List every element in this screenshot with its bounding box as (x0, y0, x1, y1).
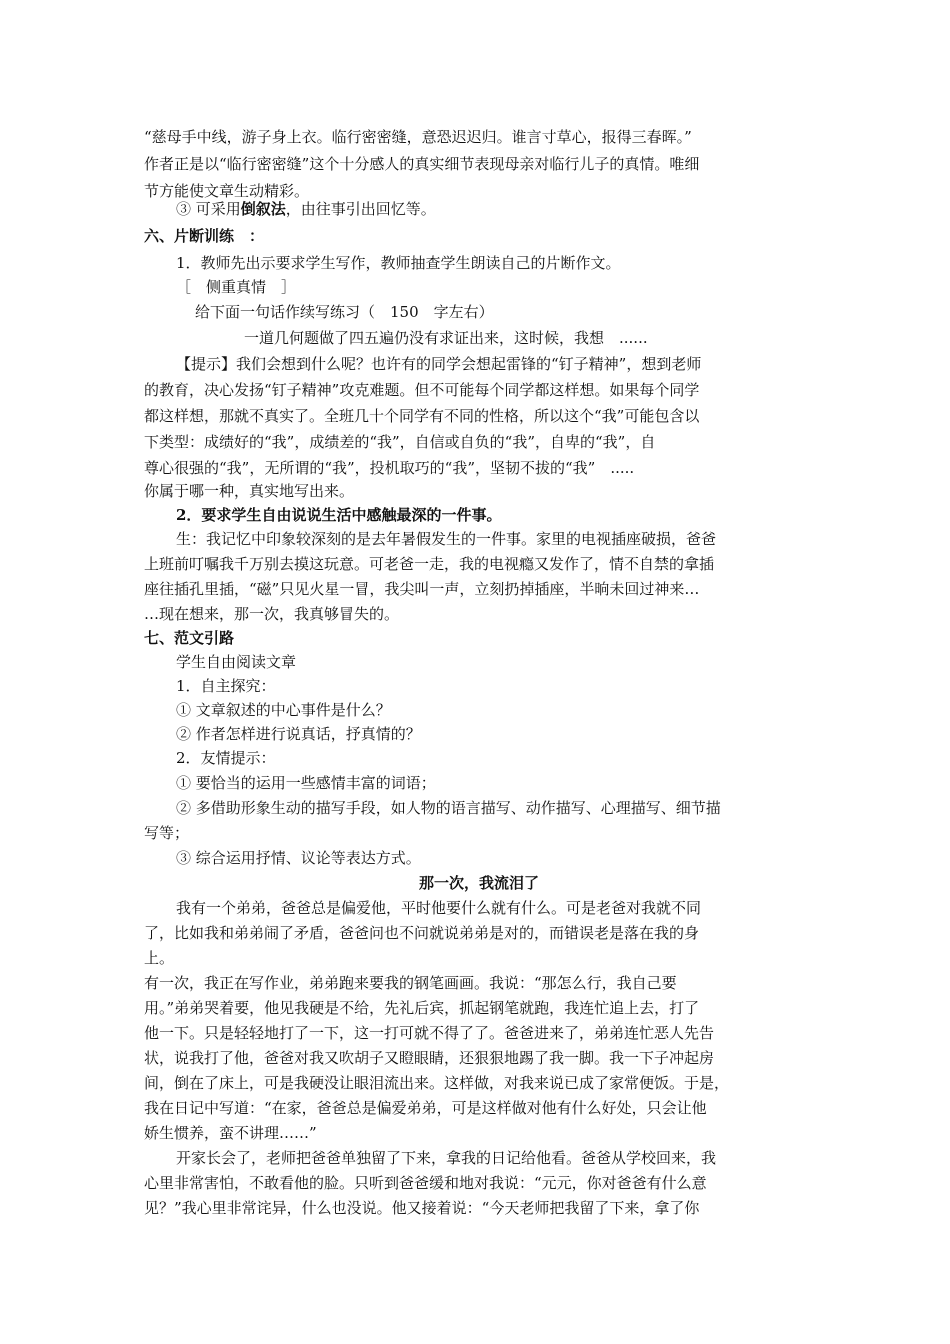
text-line: ① 文章叙述的中心事件是什么？ (176, 701, 391, 719)
text-line: 用。”弟弟哭着要，他见我硬是不给，先礼后宾，抓起钢笔就跑，我连忙追上去，打了 (144, 999, 700, 1017)
text-line: 写等； (144, 824, 190, 842)
text-span: ③ 可采用 (176, 200, 241, 218)
text-line: 2．友情提示： (176, 749, 276, 767)
text-line: 上班前叮嘱我千万别去摸这玩意。可老爸一走，我的电视瘾又发作了，情不自禁的拿插 (144, 555, 715, 573)
section-heading: 七、范文引路 (144, 629, 235, 647)
text-line (176, 197, 846, 221)
text-line: 一道几何题做了四五遍仍没有求证出来，这时候，我想 ...... (244, 329, 648, 347)
bold-line: 2．要求学生自由说说生活中感触最深的一件事。 (176, 506, 502, 524)
text-line: 座往插孔里插，“磁”只见火星一冒，我尖叫一声，立刻扔掉插座，半晌未回过神来… (144, 580, 700, 598)
text-line: 1．教师先出示要求学生写作，教师抽查学生朗读自己的片断作文。 (176, 254, 621, 272)
text-line: …现在想来，那一次，我真够冒失的。 (144, 605, 400, 623)
text-line: 间，倒在了床上，可是我硬没让眼泪流出来。这样做，对我来说已成了家常便饭。于是， (144, 1074, 730, 1092)
text-line: “慈母手中线，游子身上衣。临行密密缝，意恐迟迟归。谁言寸草心，报得三春晖。” (144, 128, 692, 146)
text-line: 的教育，决心发扬“钉子精神”攻克难题。但不可能每个同学都这样想。如果每个同学 (144, 381, 700, 399)
bold-term: 倒叙法 (240, 200, 286, 218)
text-line: 都这样想，那就不真实了。全班几十个同学有不同的性格，所以这个“我”可能包含以 (144, 407, 700, 425)
text-line: 见？”我心里非常诧异，什么也没说。他又接着说：“今天老师把我留了下来，拿了你 (144, 1199, 700, 1217)
text-line: 下类型：成绩好的“我”，成绩差的“我”，自信或自负的“我”，自卑的“我”，自 (144, 433, 656, 451)
text-line: 心里非常害怕，不敢看他的脸。只听到爸爸缓和地对我说：“元元，你对爸爸有什么意 (144, 1174, 707, 1192)
text-line: ② 多借助形象生动的描写手段，如人物的语言描写、动作描写、心理描写、细节描 (176, 799, 721, 817)
text-span: ，由往事引出回忆等。 (285, 200, 436, 218)
text-line: 有一次，我正在写作业，弟弟跑来要我的钢笔画画。我说：“那怎么行，我自己要 (144, 974, 677, 992)
text-line: 上。 (144, 949, 175, 967)
text-line: ③ 综合运用抒情、议论等表达方式。 (176, 849, 421, 867)
text-line: 【提示】我们会想到什么呢？也许有的同学会想起雷锋的“钉子精神”，想到老师 (176, 355, 702, 373)
text-line: 1．自主探究： (176, 677, 276, 695)
text-line: 尊心很强的“我”，无所谓的“我”，投机取巧的“我”，坚韧不拔的“我” ..... (144, 459, 635, 477)
text-line: 你属于哪一种，真实地写出来。 (144, 482, 355, 500)
text-line: 他一下。只是轻轻地打了一下，这一打可就不得了了。爸爸进来了，弟弟连忙恶人先告 (144, 1024, 715, 1042)
text-line: 我在日记中写道：“在家，爸爸总是偏爱弟弟，可是这样做对他有什么好处，只会让他 (144, 1099, 707, 1117)
text-line: 状，说我打了他，爸爸对我又吹胡子又瞪眼睛，还狠狠地踢了我一脚。我一下子冲起房 (144, 1049, 715, 1067)
text-line: ［ 侧重真情 ］ (176, 278, 297, 296)
text-line: 开家长会了，老师把爸爸单独留了下来，拿我的日记给他看。爸爸从学校回来，我 (176, 1149, 717, 1167)
text-line: ② 作者怎样进行说真话，抒真情的？ (176, 725, 421, 743)
text-line: 作者正是以“临行密密缝”这个十分感人的真实细节表现母亲对临行儿子的真情。唯细 (144, 155, 700, 173)
text-line: 学生自由阅读文章 (176, 653, 297, 671)
text-line: ① 要恰当的运用一些感情丰富的词语； (176, 774, 436, 792)
article-title: 那一次，我流泪了 (418, 874, 539, 892)
text-line: 给下面一句话作续写练习（ 150 字左右） (195, 303, 494, 321)
text-line: 了，比如我和弟弟闹了矛盾，爸爸问也不问就说弟弟是对的，而错误老是落在我的身 (144, 924, 700, 942)
text-line: 娇生惯养，蛮不讲理……” (144, 1124, 317, 1142)
text-line: 节方能使文章生动精彩。 (144, 182, 310, 200)
text-line: 我有一个弟弟，爸爸总是偏爱他，平时他要什么就有什么。可是老爸对我就不同 (176, 899, 702, 917)
section-heading: 六、片断训练 ： (144, 227, 265, 245)
text-line: 生：我记忆中印象较深刻的是去年暑假发生的一件事。家里的电视插座破损，爸爸 (176, 530, 717, 548)
